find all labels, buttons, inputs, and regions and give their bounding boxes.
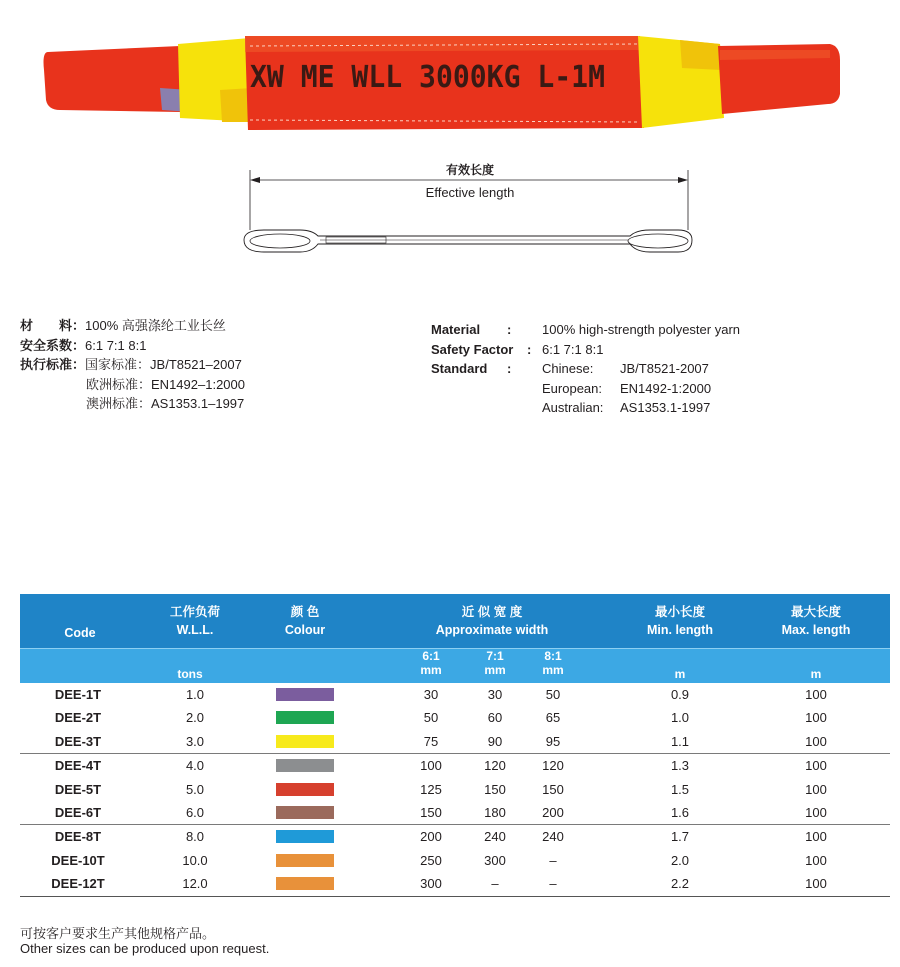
spec-table xyxy=(20,594,890,897)
table-row xyxy=(20,730,890,754)
cell-max-length: 100 xyxy=(805,876,827,892)
unit-w81: 8:1 mm xyxy=(542,649,564,677)
cell-width-7-1: 240 xyxy=(484,829,506,845)
standard-en-1-label: European: xyxy=(542,380,602,396)
colour-swatch xyxy=(276,783,334,796)
standard-en-2-label: Australian: xyxy=(542,400,604,415)
cell-width-7-1: 30 xyxy=(487,687,503,702)
cell-width-6-1: 200 xyxy=(420,829,442,845)
cell-width-7-1: 90 xyxy=(487,733,503,749)
colour-swatch xyxy=(276,711,334,724)
standard-cn-0-value: JB/T8521–2007 xyxy=(150,357,242,372)
cell-width-6-1: 30 xyxy=(423,687,439,702)
header-approx-width: 近 似 宽 度 Approximate width xyxy=(435,605,549,637)
cell-min-length: 0.9 xyxy=(670,687,690,702)
cell-width-8-1: 200 xyxy=(542,804,564,820)
cell-wll: 6.0 xyxy=(185,804,205,820)
cell-min-length: 1.5 xyxy=(670,781,690,797)
effective-length-label-cn: 有效长度 xyxy=(445,163,494,177)
standard-label-en: Standard xyxy=(431,361,488,376)
colour-swatch xyxy=(276,854,334,867)
cell-width-7-1: 300 xyxy=(484,852,506,868)
cell-code: DEE-5T xyxy=(54,781,102,797)
cell-min-length: 1.0 xyxy=(670,710,690,726)
colour-swatch xyxy=(276,735,334,748)
safety-label-en: Safety Factor xyxy=(431,341,514,357)
cell-code: DEE-12T xyxy=(51,876,105,892)
cell-wll: 10.0 xyxy=(182,852,208,868)
table-header xyxy=(20,594,890,648)
table-row xyxy=(20,872,890,895)
cell-code: DEE-10T xyxy=(51,852,105,868)
cell-code: DEE-8T xyxy=(54,829,102,845)
header-min-length: 最小长度 Min. length xyxy=(647,605,713,637)
cell-width-6-1: 75 xyxy=(423,733,439,749)
colour-swatch xyxy=(276,877,334,890)
cell-wll: 3.0 xyxy=(185,733,205,749)
standard-en-2-value: AS1353.1-1997 xyxy=(620,400,711,415)
cell-min-length: 1.1 xyxy=(670,733,690,749)
standard-label-cn: 执行标准： xyxy=(20,357,86,372)
cell-max-length: 100 xyxy=(805,758,827,774)
sling-product-image xyxy=(40,30,845,135)
cell-width-6-1: 150 xyxy=(420,804,442,820)
standard-cn-1-value: EN1492–1:2000 xyxy=(151,376,245,392)
cell-width-8-1: 65 xyxy=(545,710,561,726)
cell-wll: 12.0 xyxy=(182,876,208,892)
cell-max-length: 100 xyxy=(805,852,827,868)
header-code: Code xyxy=(64,626,96,640)
safety-label-cn: 安全系数： xyxy=(20,337,86,353)
colour-swatch xyxy=(276,759,334,772)
cell-wll: 4.0 xyxy=(185,758,205,774)
cell-width-7-1: 120 xyxy=(484,758,506,774)
cell-code: DEE-3T xyxy=(54,733,102,749)
cell-width-6-1: 250 xyxy=(420,852,442,868)
specs-en: Material : 100% high-strength polyester yarn Safety Factor : 6:1 7:1 8:1 Standard : Chinese: JB/T8521-2007 European: EN1492-1:2000 Australian: AS1353.1-1997 xyxy=(431,322,741,415)
cell-min-length: 1.6 xyxy=(670,804,690,820)
sling-print-text: XW ME WLL 3000KG L-1M xyxy=(250,60,605,95)
cell-width-7-1: 150 xyxy=(484,781,506,797)
table-row xyxy=(20,825,890,848)
cell-width-8-1: 150 xyxy=(542,781,564,797)
table-row xyxy=(20,778,890,801)
material-value-cn: 100% 高强涤纶工业长丝 xyxy=(85,318,226,333)
cell-width-8-1: 120 xyxy=(542,758,564,774)
cell-code: DEE-1T xyxy=(54,687,102,702)
colour-swatch xyxy=(276,806,334,819)
cell-width-6-1: 300 xyxy=(420,876,442,892)
standard-en-0-value: JB/T8521-2007 xyxy=(620,361,709,376)
colour-swatch xyxy=(276,688,334,701)
table-units-row xyxy=(20,648,890,683)
material-value-en: 100% high-strength polyester yarn xyxy=(542,322,741,337)
cell-wll: 1.0 xyxy=(185,687,205,702)
cell-width-8-1: – xyxy=(549,852,557,868)
footer-note-cn: 可按客户要求生产其他规格产品。 xyxy=(20,926,216,941)
cell-min-length: 1.3 xyxy=(670,758,690,774)
safety-value-en: 6:1 7:1 8:1 xyxy=(542,341,604,357)
unit-wll: tons xyxy=(177,667,203,681)
table-body xyxy=(20,683,890,896)
cell-min-length: 1.7 xyxy=(670,829,690,845)
cell-width-8-1: 240 xyxy=(542,829,564,845)
cell-width-8-1: 50 xyxy=(545,687,561,702)
table-row xyxy=(20,754,890,777)
standard-cn-0-label: 国家标准： xyxy=(85,357,151,372)
material-label-cn: 材 料： xyxy=(20,318,86,333)
table-row xyxy=(20,849,890,872)
standard-en-1-value: EN1492-1:2000 xyxy=(620,380,712,396)
cell-max-length: 100 xyxy=(805,781,827,797)
cell-max-length: 100 xyxy=(805,733,827,749)
unit-w61: 6:1 mm xyxy=(420,649,442,677)
cell-min-length: 2.0 xyxy=(670,852,690,868)
cell-width-8-1: 95 xyxy=(545,733,561,749)
cell-width-6-1: 100 xyxy=(420,758,442,774)
cell-max-length: 100 xyxy=(805,687,827,702)
cell-width-7-1: – xyxy=(491,876,499,892)
cell-width-6-1: 50 xyxy=(423,710,439,726)
cell-code: DEE-4T xyxy=(54,758,102,774)
header-max-length: 最大长度 Max. length xyxy=(781,605,851,637)
table-row xyxy=(20,801,890,825)
footer-note-en: Other sizes can be produced upon request. xyxy=(20,941,270,956)
cell-max-length: 100 xyxy=(805,710,827,726)
cell-wll: 8.0 xyxy=(185,829,205,845)
effective-length-label-en: Effective length xyxy=(425,185,515,200)
standard-cn-2-value: AS1353.1–1997 xyxy=(151,396,245,411)
cell-code: DEE-2T xyxy=(54,710,102,726)
cell-width-8-1: – xyxy=(549,876,557,892)
specs-cn xyxy=(20,316,245,414)
cell-wll: 5.0 xyxy=(185,781,205,797)
header-colour: 颜 色 Colour xyxy=(284,605,326,637)
standard-cn-2-label: 澳洲标准： xyxy=(86,396,152,411)
cell-width-7-1: 60 xyxy=(487,710,503,726)
header-wll: 工作负荷 W.L.L. xyxy=(169,605,220,637)
cell-max-length: 100 xyxy=(805,829,827,845)
cell-min-length: 2.2 xyxy=(670,876,690,892)
colour-swatch xyxy=(276,830,334,843)
cell-width-6-1: 125 xyxy=(420,781,442,797)
table-row xyxy=(20,683,890,706)
standard-cn-1-label: 欧洲标准： xyxy=(86,376,152,392)
standard-en-0-label: Chinese: xyxy=(542,361,594,376)
cell-code: DEE-6T xyxy=(54,804,102,820)
cell-width-7-1: 180 xyxy=(484,804,506,820)
safety-value-cn: 6:1 7:1 8:1 xyxy=(85,337,147,353)
unit-min: m xyxy=(674,667,686,681)
cell-max-length: 100 xyxy=(805,804,827,820)
unit-w71: 7:1 mm xyxy=(484,649,506,677)
table-row xyxy=(20,706,890,729)
cell-wll: 2.0 xyxy=(185,710,205,726)
unit-max: m xyxy=(810,667,822,681)
material-label-en: Material xyxy=(431,322,481,337)
